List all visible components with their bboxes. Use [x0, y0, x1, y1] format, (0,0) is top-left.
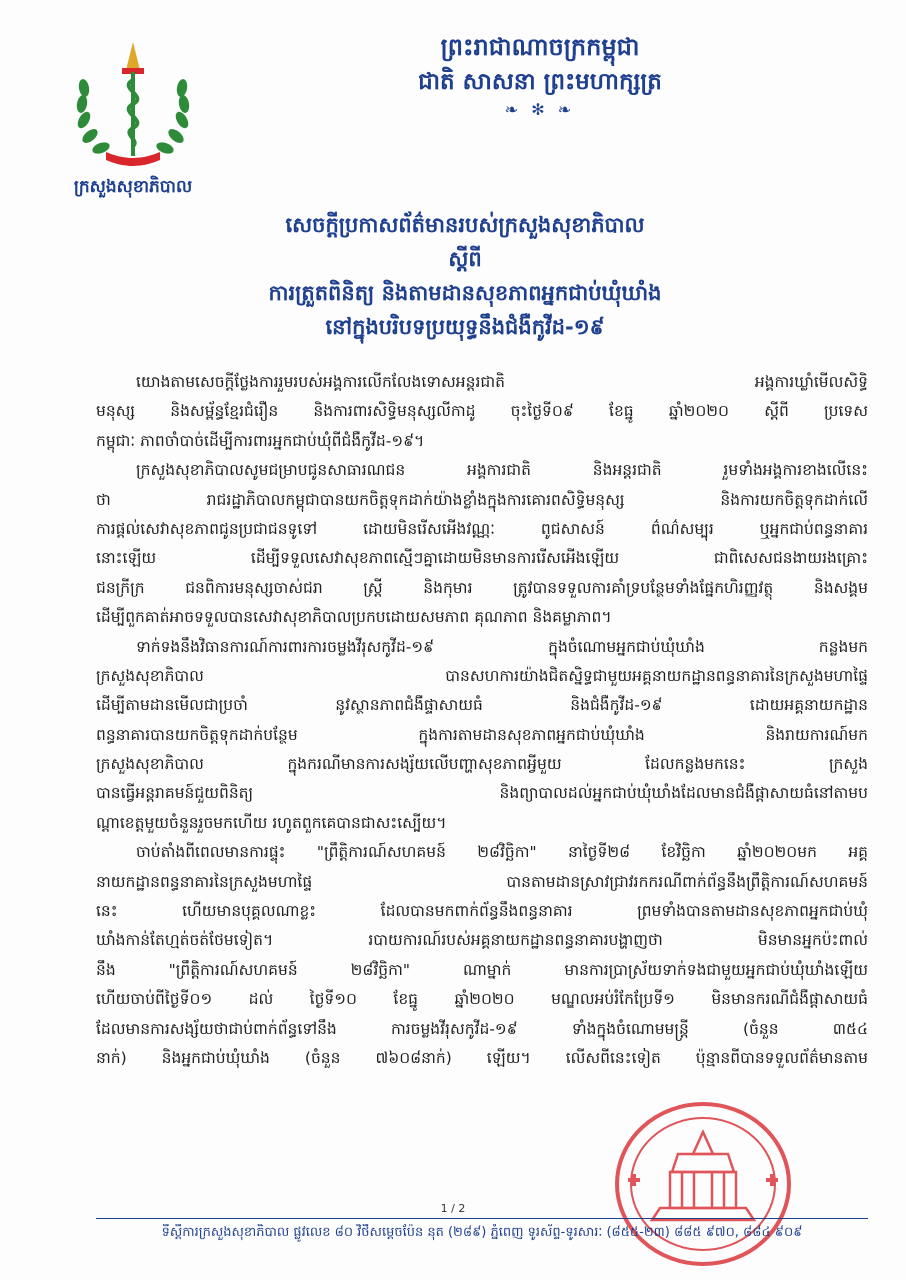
body-line: ក្រសួងសុខាភិបាលសូមជម្រាបជូនសាធារណជន អង្គការជាតិ និងអន្តរជាតិ រួមទាំងអង្គការខាងលើនេះ: [136, 461, 868, 480]
ministry-logo-icon: [74, 40, 192, 170]
body-line: នាក់) និងអ្នកជាប់ឃុំឃាំង (ចំនួន ៧៦០៨នាក់) ឡើយ។ លើសពីនេះទៀត ប៉ុន្មានពីបានទទួលព័ត៌មានតាម: [96, 1048, 868, 1067]
body-line: ដែលមានការសង្ស័យថាជាប់ពាក់ព័ន្ធទៅនឹង ការចម្លងវីរុសកូវីដ-១៩ ទាំងក្នុងចំណោមមន្ត្រី (ចំនួន ៣៥៤: [96, 1019, 868, 1038]
body-line: ក្រសួងសុខាភិបាល បានសហការយ៉ាងជិតស្និទ្ធជាមួយអគ្គនាយកដ្ឋានពន្ធនាគារនៃក្រសួងមហាផ្ទៃ: [96, 666, 868, 685]
footer-divider: [96, 1218, 868, 1219]
page-number: 1 / 2: [440, 1202, 466, 1215]
footer-address: ទីស្តីការក្រសួងសុខាភិបាល ផ្លូវលេខ ៨០ វិថីសម្តេចប៉ែន នុត (២៨៩) ភ្នំពេញ ទូរស័ព្ទ-ទូរសារៈ (៨៥៥-២៣) ៨៨៥ ៩៧០, ៨៨៤ ៩០៩: [161, 1225, 803, 1240]
body-line: ពន្ធនាគារបានយកចិត្តទុកដាក់បន្ថែម ក្នុងការតាមដានសុខភាពអ្នកជាប់ឃុំឃាំង និងរាយការណ៍មក: [96, 725, 868, 744]
body-line: នឹង "ព្រឹត្តិការណ៍សហគមន៍ ២៨វិច្ឆិកា" ណាម្នាក់ មានការប្រាស្រ័យទាក់ទងជាមួយអ្នកជាប់ឃុំឃាំងឡើយ: [96, 960, 868, 979]
body-line: ដើម្បីតាមដានមើលជាប្រចាំ នូវស្ថានភាពជំងឺផ្ទាសាយធំ និងជំងឺកូវីដ-១៩ ដោយអគ្គនាយកដ្ឋាន: [96, 696, 868, 715]
body-line: ថា រាជរដ្ឋាភិបាលកម្ពុជាបានយកចិត្តទុកដាក់យ៉ាងខ្លាំងក្នុងការគោរពសិទ្ធិមនុស្ស និងការយកចិត្តទុកដាក់លើ: [96, 490, 868, 509]
body-line: ក្រសួងសុខាភិបាល ក្នុងករណីមានការសង្ស័យលើបញ្ហាសុខភាពអ្វីមួយ ដែលកន្លងមកនេះ ក្រសួង: [96, 755, 868, 774]
announcement-title: [120, 208, 810, 344]
body-line: យោងតាមសេចក្តីថ្លែងការរួមរបស់អង្គការលើកលែងទោសអន្តរជាតិ អង្គការឃ្លាំមើលសិទ្ធិ: [136, 373, 868, 391]
announcement-body: [96, 368, 868, 1073]
body-line: ឃាំងកាន់តែហ្មត់ចត់ថែមទៀត។ របាយការណ៍របស់អគ្គនាយកដ្ឋានពន្ធនាគារបង្ហាញថា មិនមានអ្នកប៉ះពាល់: [96, 931, 868, 950]
title-line-4: នៅក្នុងបរិបទប្រយុទ្ធនឹងជំងឺកូវីដ-១៩: [325, 315, 605, 339]
body-line: ទាក់ទងនឹងវិធានការណ៍ការពារការចម្លងវីរុសកូវីដ-១៩ ក្នុងចំណោមអ្នកជាប់ឃុំឃាំង កន្លងមក: [136, 637, 868, 656]
body-line: ជនក្រីក្រ ជនពិការមនុស្សចាស់ជរា ស្ត្រី និងកុមារ ត្រូវបានទទួលការគាំទ្របន្ថែមទាំងផ្នែកហិរញ្ញវត្ថុ និងសង្គម: [96, 578, 868, 597]
body-line: ដើម្បីពួកគាត់អាចទទួលបានសេវាសុខាភិបាលប្រកបដោយសមភាព គុណភាព និងគម្លាភាព។: [96, 608, 612, 627]
body-line: ណ្តាខេត្តមួយចំនួនរួចមកហើយ រហូតពួកគេបានជាសះស្បើយ។: [96, 813, 447, 832]
title-line-2: ស្តីពី: [448, 247, 482, 271]
body-line: បានធ្វើអន្តរាគមន៍ជួយពិនិត្យ និងព្យាបាលដល់អ្នកជាប់ឃុំឃាំងដែលមានជំងឺផ្តាសាយធំនៅតាមប: [96, 784, 868, 803]
title-line-3: ការត្រួតពិនិត្យ និងតាមដានសុខភាពអ្នកជាប់ឃុំឃាំង: [268, 281, 662, 305]
body-line: មនុស្ស និងសម្ព័ន្ធខ្មែរជំរឿន និងការពារសិទ្ធិមនុស្សលីកាដូ ចុះថ្ងៃទី០៩ ខែធ្នូ ឆ្នាំ២០២០ ស្តីពី ប្រទេស: [96, 402, 868, 421]
ornament-divider: ❧ ✻ ❧: [504, 100, 576, 119]
body-line: នេះ ហើយមានបុគ្គលណាខ្លះ ដែលបានមកពាក់ព័ន្ធនឹងពន្ធនាគារ ព្រមទាំងបានតាមដានសុខភាពអ្នកជាប់ឃុំ: [96, 902, 868, 921]
body-line: ការផ្តល់សេវាសុខភាពជូនប្រជាជនទូទៅ ដោយមិនរើសអើងវណ្ណៈ ពូជសាសន៍ ព៌ណ៌សម្បុរ ឬអ្នកជាប់ពន្ធនាគារ: [96, 519, 868, 538]
title-line-1: សេចក្តីប្រកាសព័ត៌មានរបស់ក្រសួងសុខាភិបាល: [285, 213, 645, 237]
body-line: ហើយចាប់ពីថ្ងៃទី០១ ដល់ ថ្ងៃទី១០ ខែធ្នូ ឆ្នាំ២០២០ មណ្ឌលអប់រំកែប្រែទី១ មិនមានករណីជំងឺផ្តាសាយធំ: [96, 990, 868, 1009]
ministry-name: ក្រសួងសុខាភិបាល: [73, 177, 193, 197]
body-line: កម្ពុជាៈ ភាពចាំបាច់ដើម្បីការពារអ្នកជាប់ឃុំពីជំងឺកូវីដ-១៩។: [96, 431, 425, 450]
kingdom-heading: ព្រះរាជាណាចក្រកម្ពុជា: [440, 33, 640, 61]
official-seal-stamp: [608, 1092, 798, 1270]
national-motto: ជាតិ សាសនា ព្រះមហាក្សត្រ: [418, 69, 662, 95]
body-line: នាយកដ្ឋានពន្ធនាគារនៃក្រសួងមហាផ្ទៃ បានតាមដានស្រាវជ្រាវរកករណីពាក់ព័ន្ធនឹងព្រឹត្តិការណ៍សហគមន៍: [96, 872, 868, 891]
body-line: នោះឡើយ ដើម្បីទទួលសេវាសុខភាពស្មើៗគ្នាដោយមិនមានការរើសអើងឡើយ ជាពិសេសជនងាយរងគ្រោះ: [96, 549, 868, 568]
body-line: ចាប់តាំងពីពេលមានការផ្ទុះ "ព្រឹត្តិការណ៍សហគមន៍ ២៨វិច្ឆិកា" នាថ្ងៃទី២៨ ខែវិច្ឆិកា ឆ្នាំ២០២០មក អគ្គ: [136, 843, 868, 862]
